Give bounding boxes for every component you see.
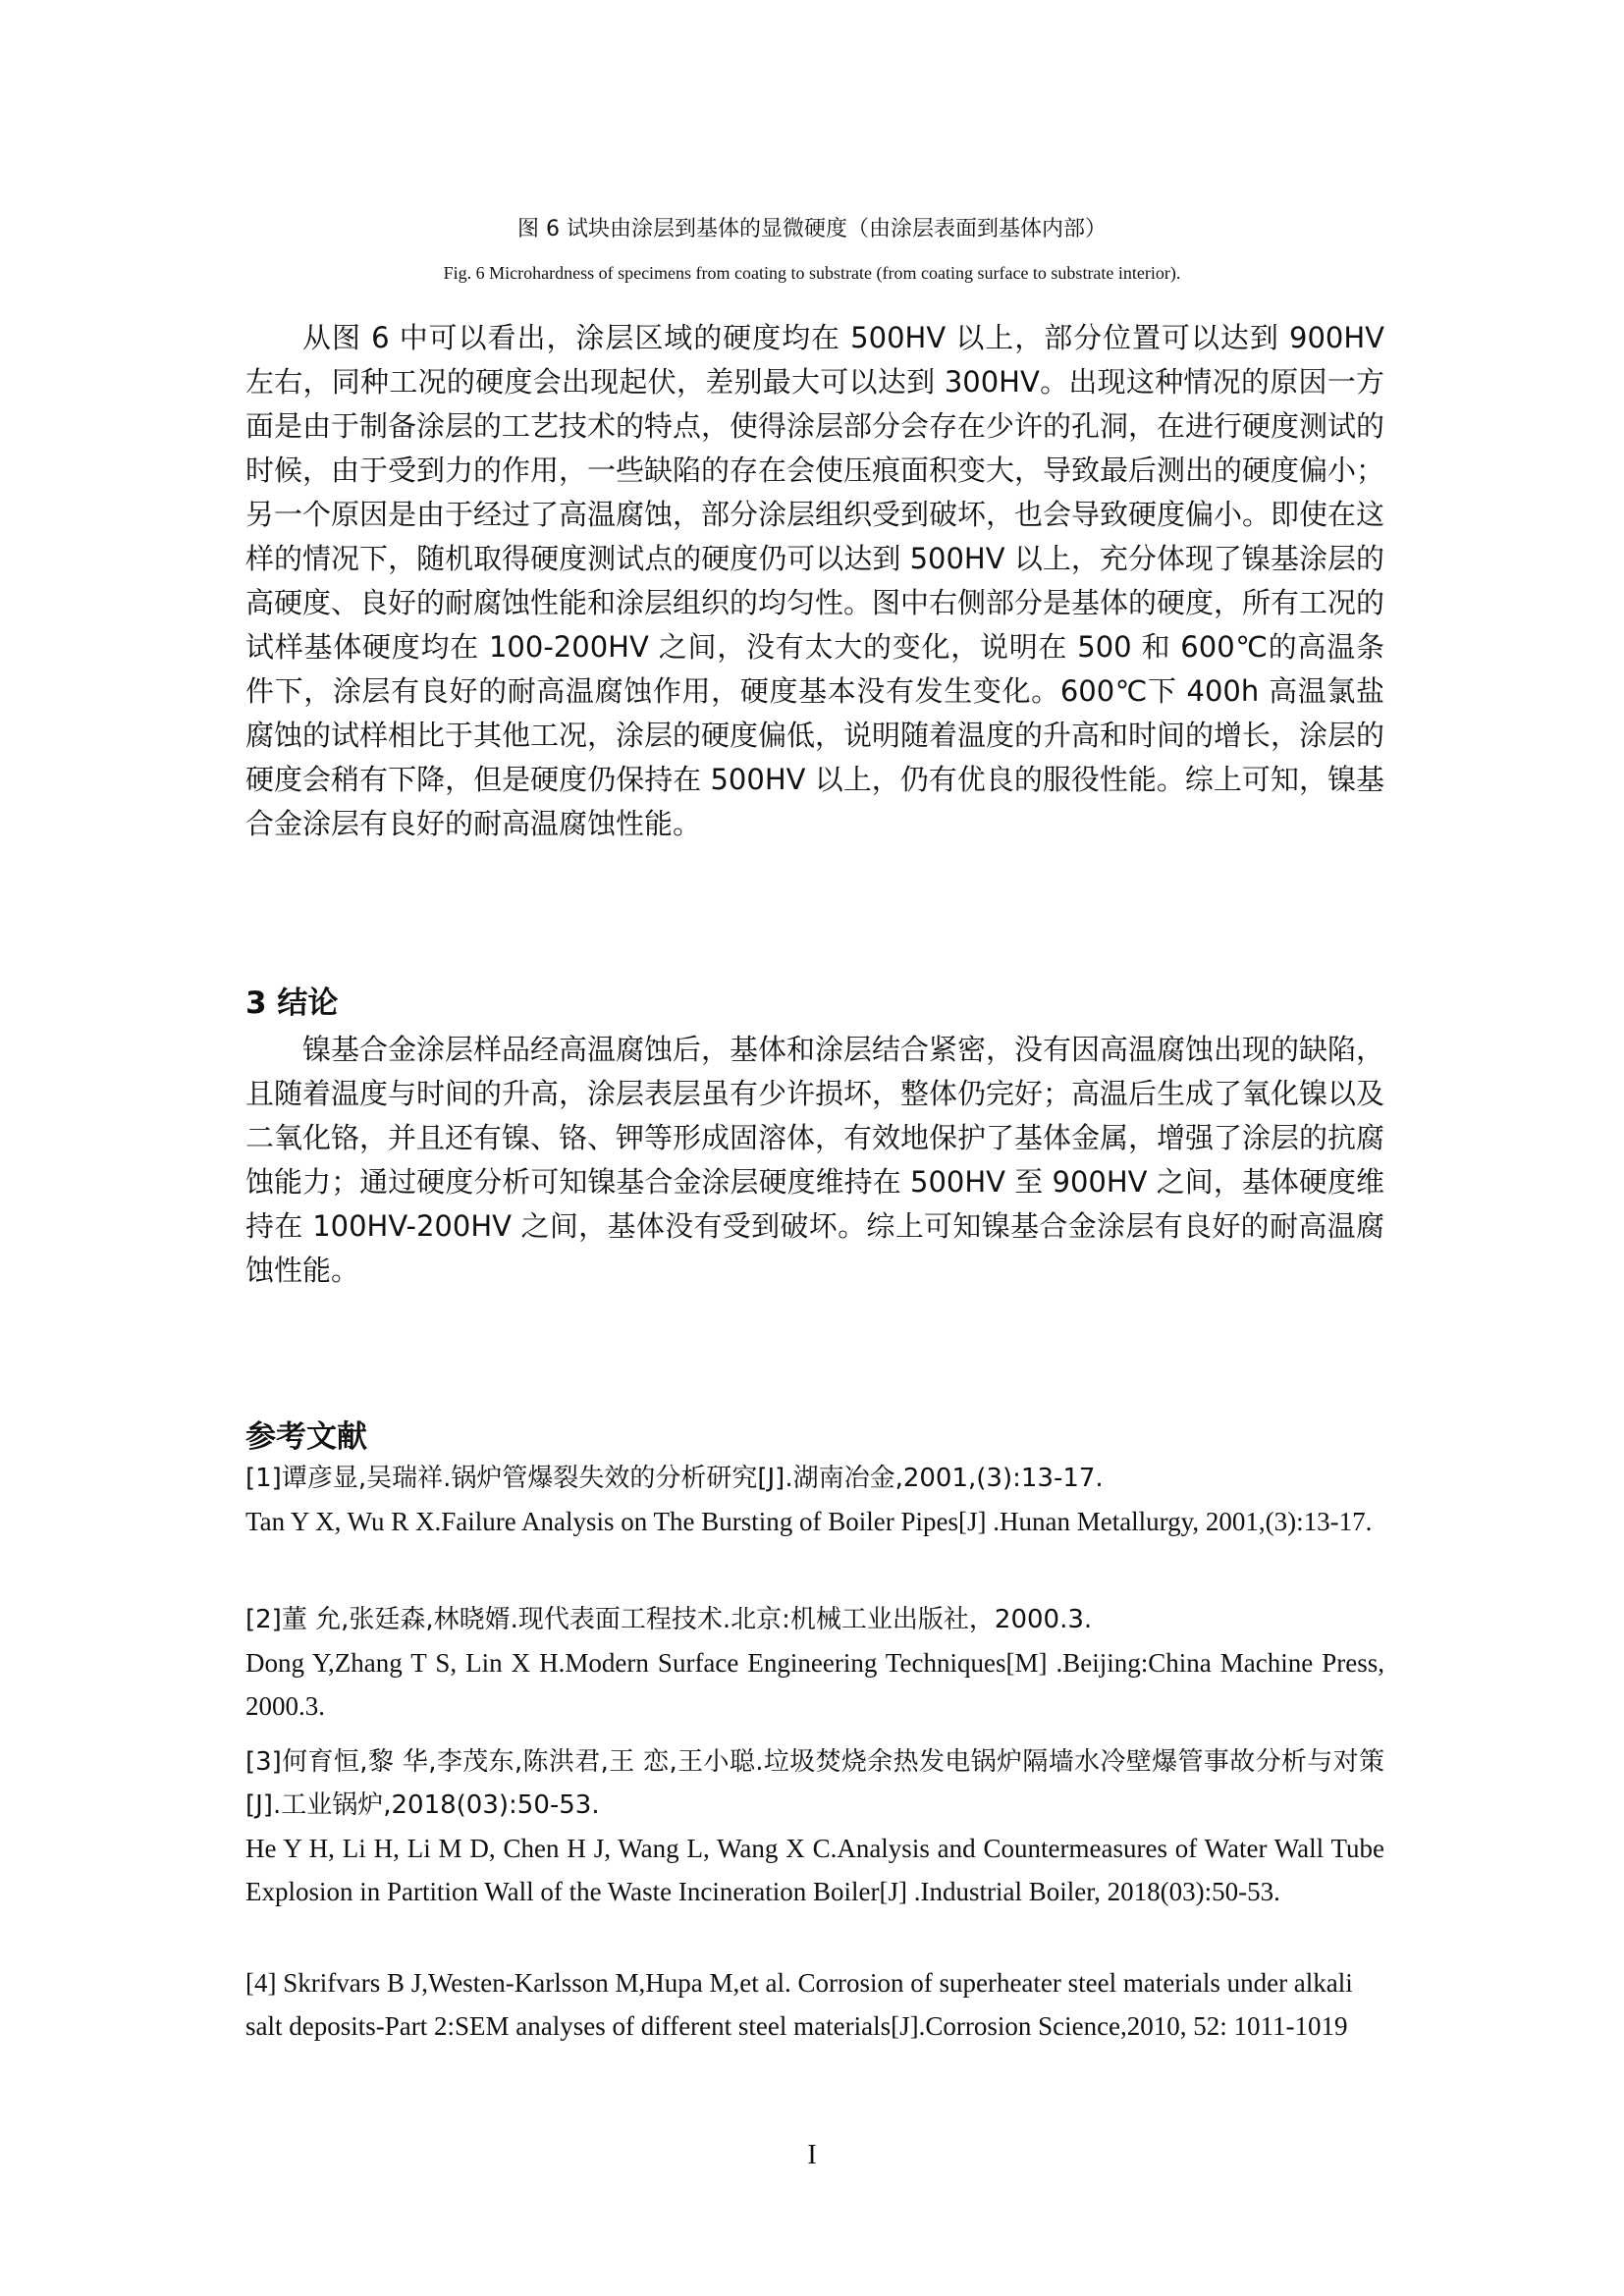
- conclusion-paragraph: 镍基合金涂层样品经高温腐蚀后，基体和涂层结合紧密，没有因高温腐蚀出现的缺陷，且随着温度与时间的升高，涂层表层虽有少许损坏，整体仍完好；高温后生成了氧化镍以及二氧化铬，并且还有镍、铬、钾等形成固溶体，有效地保护了基体金属，增强了涂层的抗腐蚀能力；通过硬度分析可知镍基合金涂层硬度维持在 500HV 至 900HV 之间，基体硬度维持在 100HV-200HV 之间，基体没有受到破坏。综上可知镍基合金涂层有良好的耐高温腐蚀性能。: [245, 1033, 1385, 1287]
- reference-3-cn: [3]何育恒,黎 华,李茂东,陈洪君,王 恋,王小聪.垃圾焚烧余热发电锅炉隔墙水冷壁爆管事故分析与对策[J].工业锅炉,2018(03):50-53.: [245, 1747, 1384, 1820]
- reference-4-en: [4] Skrifvars B J,Westen-Karlsson M,Hupa M,et al. Corrosion of superheater steel materials under alkali salt deposits-Part 2:SEM analyses of different steel materials[J].Corrosion Science,2010, 52: 1011-1019: [245, 1968, 1353, 2041]
- reference-2-cn: [2]董 允,张廷森,林晓婿.现代表面工程技术.北京:机械工业出版社，2000.3.: [245, 1605, 1093, 1634]
- reference-3-en: He Y H, Li H, Li M D, Chen H J, Wang L, Wang X C.Analysis and Countermeasures of Water Wall Tube Explosion in Partition Wall of the Waste Incineration Boiler[J] .Industrial Boiler, 2018(03):50-53.: [245, 1834, 1384, 1906]
- reference-1-cn: [1]谭彦显,吴瑞祥.锅炉管爆裂失效的分析研究[J].湖南冶金,2001,(3):13-17.: [245, 1464, 1104, 1493]
- reference-item-2: [245, 1598, 1384, 1728]
- figure-caption-cn: 图 6 试块由涂层到基体的显微硬度（由涂层表面到基体内部）: [517, 217, 1107, 241]
- page-number: I: [807, 2140, 817, 2170]
- reference-item-4: [245, 1961, 1384, 2048]
- section-heading-conclusion: 3 结论: [245, 986, 339, 1021]
- body-paragraph: 从图 6 中可以看出，涂层区域的硬度均在 500HV 以上，部分位置可以达到 900HV 左右，同种工况的硬度会出现起伏，差别最大可以达到 300HV。出现这种情况的原因一方面是由于制备涂层的工艺技术的特点，使得涂层部分会存在少许的孔洞，在进行硬度测试的时候，由于受到力的作用，一些缺陷的存在会使压痕面积变大，导致最后测出的硬度偏小；另一个原因是由于经过了高温腐蚀，部分涂层组织受到破坏，也会导致硬度偏小。即使在这样的情况下，随机取得硬度测试点的硬度仍可以达到 500HV 以上，充分体现了镍基涂层的高硬度、良好的耐腐蚀性能和涂层组织的均匀性。图中右侧部分是基体的硬度，所有工况的试样基体硬度均在 100-200HV 之间，没有太大的变化，说明在 500 和 600℃的高温条件下，涂层有良好的耐高温腐蚀作用，硬度基本没有发生变化。600℃下 400h 高温氯盐腐蚀的试样相比于其他工况，涂层的硬度偏低，说明随着温度的升高和时间的增长，涂层的硬度会稍有下降，但是硬度仍保持在 500HV 以上，仍有优良的服役性能。综上可知，镍基合金涂层有良好的耐高温腐蚀性能。: [245, 321, 1385, 840]
- reference-2-en: Dong Y,Zhang T S, Lin X H.Modern Surface Engineering Techniques[M] .Beijing:China Machine Press, 2000.3.: [245, 1648, 1384, 1721]
- reference-item-3: [245, 1740, 1384, 1913]
- reference-1-en: Tan Y X, Wu R X.Failure Analysis on The Bursting of Boiler Pipes[J] .Hunan Metallurgy, 2001,(3):13-17.: [245, 1507, 1373, 1536]
- reference-item-1: [245, 1457, 1384, 1543]
- figure-caption-en: Fig. 6 Microhardness of specimens from coating to substrate (from coating surface to substrate interior).: [443, 263, 1181, 283]
- references-heading: 参考文献: [245, 1419, 367, 1455]
